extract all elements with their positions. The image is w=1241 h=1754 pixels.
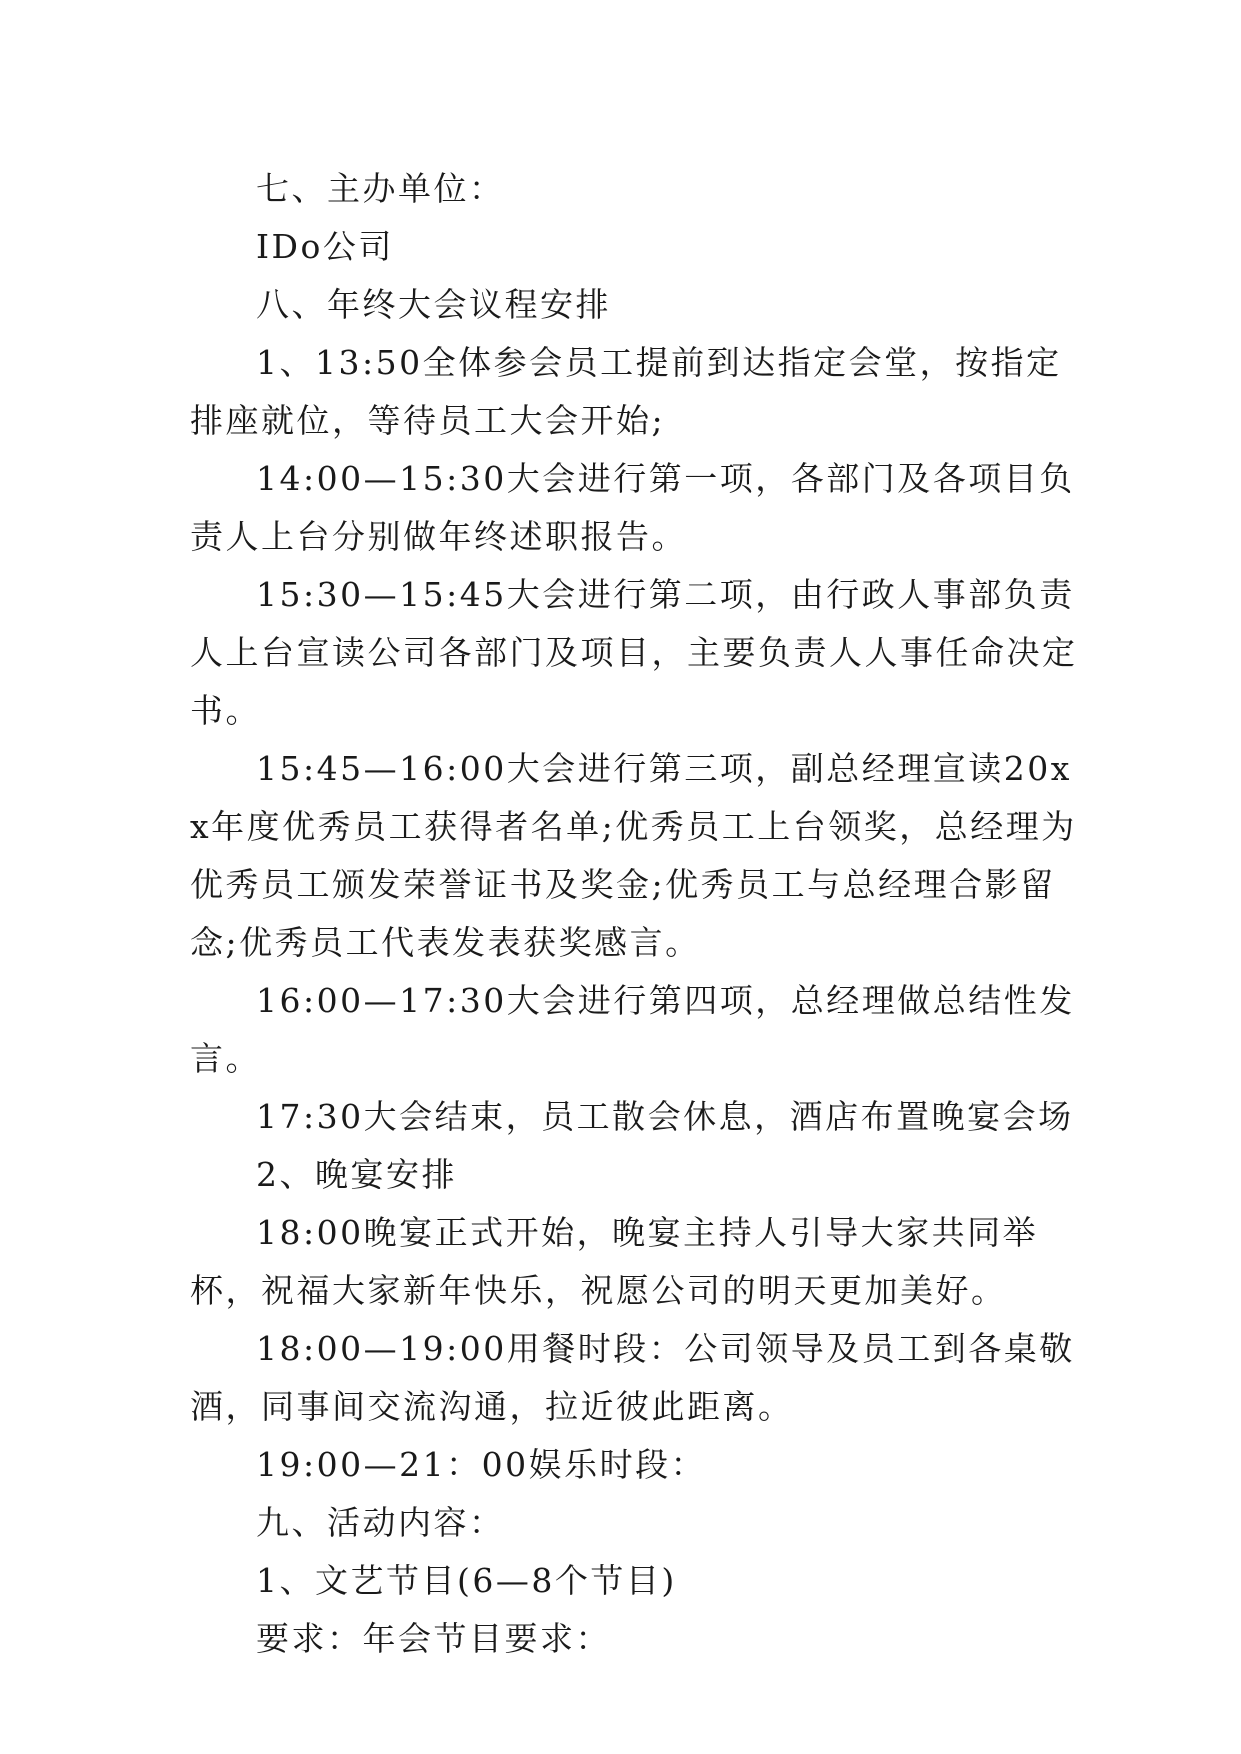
agenda-item-awards: 15:45—16:00大会进行第三项，副总经理宣读20xx年度优秀员工获得者名单;优秀员工上台领奖，总经理为优秀员工颁发荣誉证书及奖金;优秀员工与总经理合影留念;优秀员工代表发表获奖感言。 [190,749,1077,962]
banquet-item-entertainment: 19:00—21：00娱乐时段： [256,1445,707,1484]
agenda-item-speech: 16:00—17:30大会进行第四项，总经理做总结性发言。 [190,981,1075,1078]
agenda-item-appointments: 15:30—15:45大会进行第二项，由行政人事部负责人上台宣读公司各部门及项目，主要负责人人事任命决定书。 [190,575,1078,730]
section-heading-organizer: 七、主办单位： [256,169,505,208]
section-heading-activities: 九、活动内容： [256,1503,505,1542]
agenda-item-reports: 14:00—15:30大会进行第一项，各部门及各项目负责人上台分别做年终述职报告。 [190,459,1075,556]
activity-requirements: 要求：年会节目要求： [256,1619,611,1658]
banquet-item-start: 18:00晚宴正式开始，晚宴主持人引导大家共同举杯，祝福大家新年快乐，祝愿公司的明天更加美好。 [190,1213,1039,1310]
document-body [190,160,1080,1668]
agenda-item-arrival: 1、13:50全体参会员工提前到达指定会堂，按指定排座就位，等待员工大会开始; [190,343,1062,440]
subheading-banquet: 2、晚宴安排 [256,1155,457,1194]
section-heading-agenda: 八、年终大会议程安排 [256,285,611,324]
agenda-item-break: 17:30大会结束，员工散会休息，酒店布置晚宴会场 [256,1097,1074,1136]
activity-item-performances: 1、文艺节目(6—8个节目) [256,1561,677,1600]
banquet-item-dining: 18:00—19:00用餐时段：公司领导及员工到各桌敬酒，同事间交流沟通，拉近彼此距离。 [190,1329,1075,1426]
organizer-name: IDo公司 [256,227,394,266]
